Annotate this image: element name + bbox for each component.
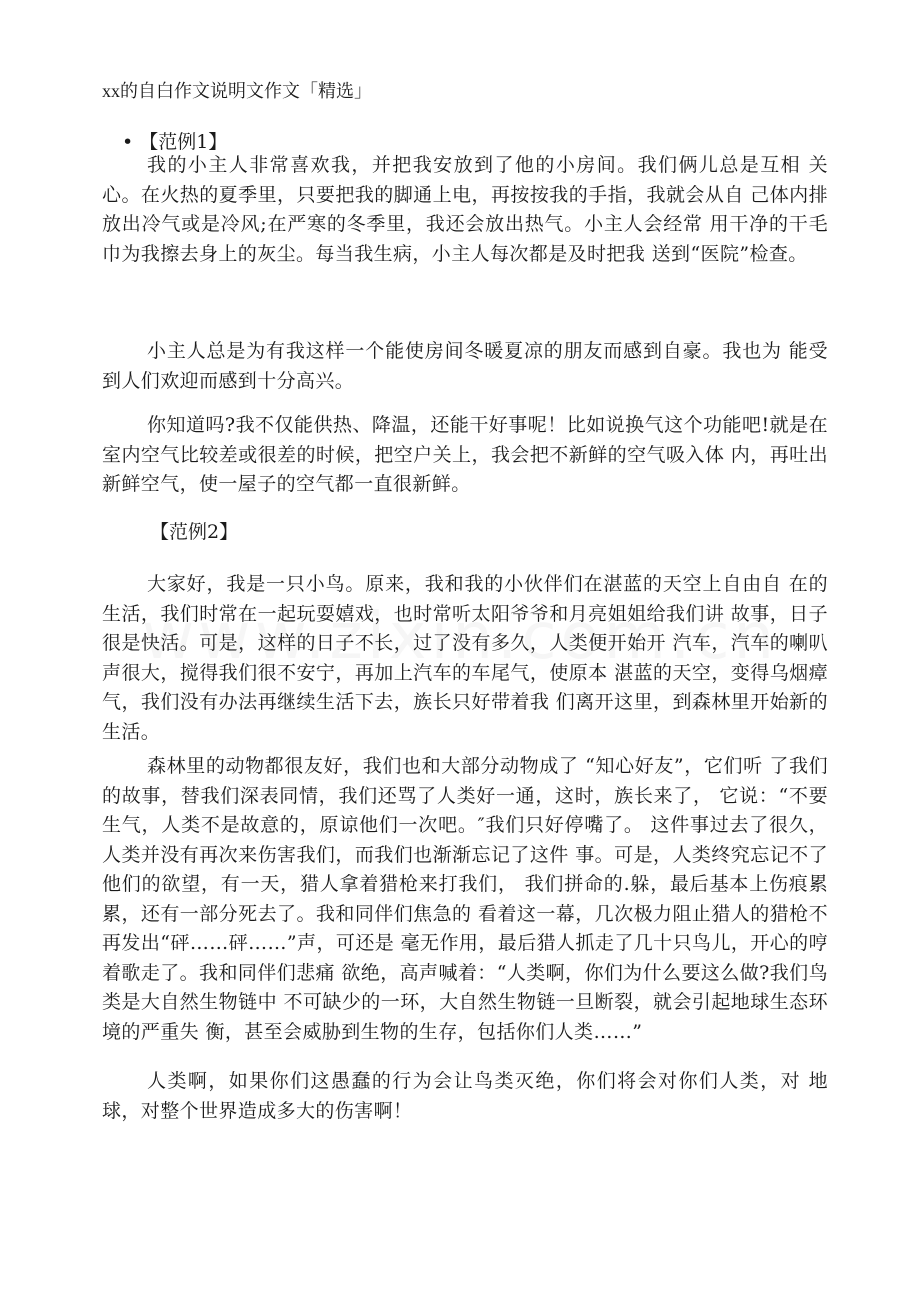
section-heading-label: 【范例2】 (150, 521, 239, 543)
document-title: xx的自白作文说明文作文「精选」 (102, 81, 372, 101)
section-heading-label: 【范例1】 (139, 131, 228, 153)
paragraph: 大家好，我是一只小鸟。原来，我和我的小伙伴们在湛蓝的天空上自由自 在的生活，我们时常在一起玩耍嬉戏，也时常听太阳爷爷和月亮姐姐给我们讲 故事，日子很是快活。可是，这样的日子不长，过了没有多久，人类便开始开 汽车，汽车的喇叭声很大，搅得我们很不安宁，再加上汽车的车尾气，使原本 湛蓝的天空，变得乌烟瘴气，我们没有办法再继续生活下去，族长只好带着我 们离开这里，到森林里开始新的生活。 (102, 573, 828, 743)
bullet-icon: • (122, 131, 134, 153)
paragraph: 我的小主人非常喜欢我，并把我安放到了他的小房间。我们俩儿总是互相 关心。在火热的夏季里，只要把我的脚通上电，再按按我的手指，我就会从自 己体内排放出冷气或是冷风;在严寒的冬季里，我还会放出热气。小主人会经常 用干净的干毛巾为我擦去身上的灰尘。每当我生病，小主人每次都是及时把我 送到“医院”检查。 (102, 154, 828, 265)
paragraph: 你知道吗?我不仅能供热、降温，还能干好事呢！比如说换气这个功能吧!就是在室内空气比较差或很差的时候，把空户关上，我会把不新鲜的空气吸入体 内，再吐出新鲜空气，使一屋子的空气都一直很新鲜。 (102, 414, 828, 495)
paragraph: 森林里的动物都很友好，我们也和大部分动物成了 “知心好友”，它们听 了我们的故事，替我们深表同情，我们还骂了人类好一通，这时，族长来了， 它说：“不要生气，人类不是故意的，原谅他们一次吧。″我们只好停嘴了。 这件事过去了很久，人类并没有再次来伤害我们，而我们也渐渐忘记了这件 事。可是，人类终究忘记不了他们的欲望，有一天，猎人拿着猎枪来打我们， 我们拼命的.躲，最后基本上伤痕累累，还有一部分死去了。我和同伴们焦急的 看着这一幕，几次极力阻止猎人的猎枪不再发出“砰……砰……”声，可还是 毫无作用，最后猎人抓走了几十只鸟儿，开心的哼着歌走了。我和同伴们悲痛 欲绝，高声喊着：“人类啊，你们为什么要这么做?我们鸟类是大自然生物链中 不可缺少的一环，大自然生物链一旦断裂，就会引起地球生态环境的严重失 衡，甚至会威胁到生物的生存，包括你们人类……” (102, 755, 828, 1043)
paragraph: 人类啊，如果你们这愚蠢的行为会让鸟类灭绝，你们将会对你们人类，对 地球，对整个世界造成多大的伤害啊！ (102, 1070, 828, 1122)
paragraph: 小主人总是为有我这样一个能使房间冬暖夏凉的朋友而感到自豪。我也为 能受到人们欢迎而感到十分高兴。 (102, 340, 828, 392)
section-heading-example-2 (150, 518, 238, 546)
